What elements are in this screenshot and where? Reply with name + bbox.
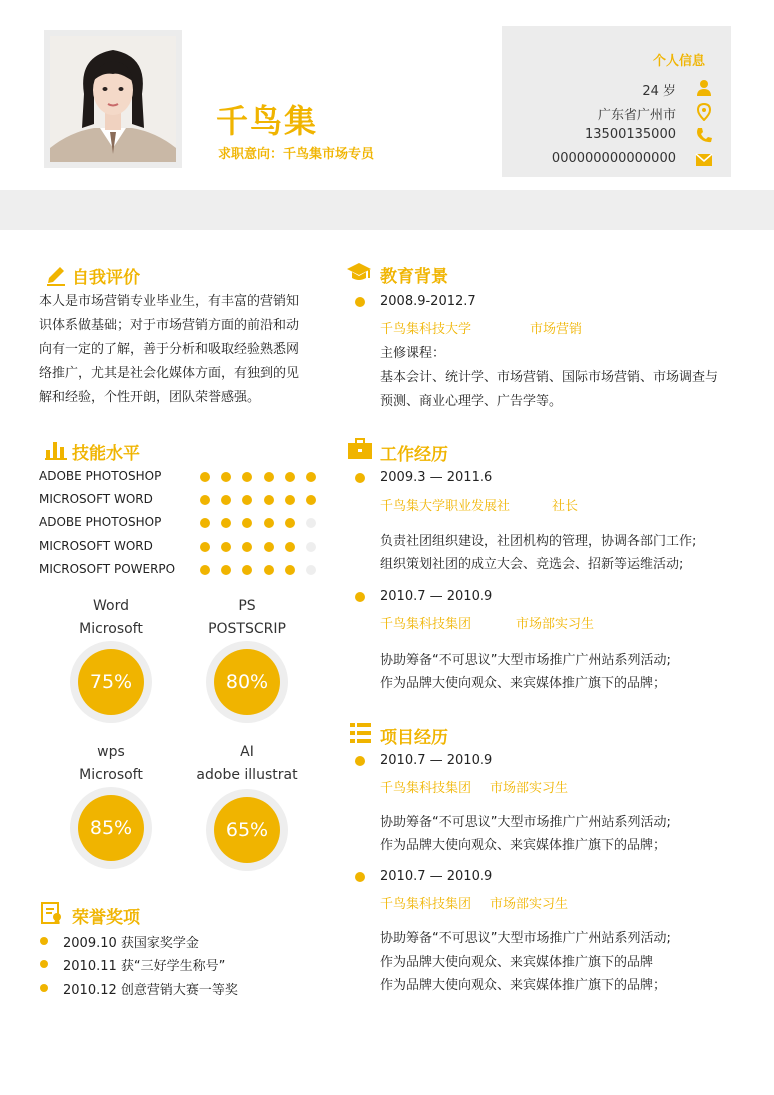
award-bullet xyxy=(40,984,48,992)
education-title: 教育背景 xyxy=(380,267,448,287)
skill-dot-filled xyxy=(221,542,231,552)
project-2-line-1: 协助筹备“不可思议”大型市场推广广州站系列活动; xyxy=(380,931,671,946)
gauge-4-line1: AI xyxy=(240,744,254,760)
self-eval-text: 本人是市场营销专业毕业生，有丰富的营销知 识体系做基础；对于市场营销方面的前沿和动 向有一定的了解，善于分析和吸取经验熟悉网 络推广，尤其是社会化媒体方面，有独到的见 解和经验，个性开朗，团队荣誉感强。 xyxy=(39,294,300,405)
course-line-2: 预测、商业心理学、广告学等。 xyxy=(380,394,563,409)
project-2-period: 2010.7 — 2010.9 xyxy=(380,869,493,884)
header-divider-band xyxy=(0,190,774,230)
gauge-3-ring xyxy=(70,787,152,869)
gauge-2-ring xyxy=(206,641,288,723)
work-2-line-1: 协助筹备“不可思议”大型市场推广广州站系列活动; xyxy=(380,653,671,668)
profile-photo xyxy=(50,36,176,162)
certificate-icon xyxy=(40,901,64,925)
skill-dot-filled xyxy=(242,518,252,528)
timeline-bullet xyxy=(355,872,365,882)
personal-info-title: 个人信息 xyxy=(653,54,706,69)
awards-title: 荣誉奖项 xyxy=(72,908,140,928)
award-item-2: 2010.11 获“三好学生称号” xyxy=(63,959,226,974)
timeline-bullet xyxy=(355,756,365,766)
gauge-2-value: 80% xyxy=(214,649,280,715)
award-bullet xyxy=(40,937,48,945)
skill-dot-filled xyxy=(221,565,231,575)
gauge-1-ring xyxy=(70,641,152,723)
mail-icon xyxy=(695,151,713,169)
skill-dot-filled xyxy=(242,565,252,575)
skill-dot-filled xyxy=(306,495,316,505)
skill-dot-filled xyxy=(200,472,210,482)
work-1-line-2: 组织策划社团的成立大会、竞选会、招新等运维活动; xyxy=(380,557,684,572)
candidate-name: 千鸟集 xyxy=(216,102,319,140)
skill-dot-filled xyxy=(264,565,274,575)
skill-dot-filled xyxy=(221,472,231,482)
self-eval-title: 自我评价 xyxy=(72,268,140,288)
pencil-icon xyxy=(44,263,68,287)
skill-dot-filled xyxy=(264,472,274,482)
gauge-2-line2: POSTSCRIP xyxy=(208,621,286,637)
project-2-line-3: 作为品牌大使向观众、来宾媒体推广旗下的品牌； xyxy=(380,978,667,993)
skill-dot-empty xyxy=(306,542,316,552)
work-2-role: 市场部实习生 xyxy=(516,617,595,632)
graduation-cap-icon xyxy=(346,261,370,285)
age-value: 24 岁 xyxy=(642,84,676,99)
skill-name: MICROSOFT WORD xyxy=(39,492,153,507)
skill-dot-filled xyxy=(285,518,295,528)
email-value: 000000000000000 xyxy=(551,151,676,166)
work-1-period: 2009.3 — 2011.6 xyxy=(380,470,493,485)
skill-dot-filled xyxy=(242,542,252,552)
award-bullet xyxy=(40,960,48,968)
gauge-4-ring xyxy=(206,789,288,871)
skill-dot-filled xyxy=(264,495,274,505)
skill-dot-filled xyxy=(200,565,210,575)
location-value: 广东省广州市 xyxy=(597,108,676,123)
award-item-1: 2009.10 获国家奖学金 xyxy=(63,936,199,951)
education-major: 市场营销 xyxy=(530,322,583,337)
project-1-line-1: 协助筹备“不可思议”大型市场推广广州站系列活动; xyxy=(380,815,671,830)
timeline-bullet xyxy=(355,592,365,602)
skill-dot-empty xyxy=(306,565,316,575)
work-1-role: 社长 xyxy=(552,499,579,514)
project-1-period: 2010.7 — 2010.9 xyxy=(380,753,493,768)
skill-dot-filled xyxy=(285,565,295,575)
project-1-line-2: 作为品牌大使向观众、来宾媒体推广旗下的品牌； xyxy=(380,838,667,853)
skill-name: MICROSOFT POWERPO xyxy=(39,561,176,576)
work-2-line-2: 作为品牌大使向观众、来宾媒体推广旗下的品牌； xyxy=(380,676,667,691)
skill-name: ADOBE PHOTOSHOP xyxy=(39,515,162,530)
skill-dot-filled xyxy=(242,495,252,505)
skill-dot-filled xyxy=(264,518,274,528)
location-pin-icon xyxy=(695,103,713,121)
gauge-1-value: 75% xyxy=(78,649,144,715)
bar-chart-icon xyxy=(44,438,68,462)
gauge-3-line2: Microsoft xyxy=(79,767,143,783)
skill-dot-filled xyxy=(200,495,210,505)
skill-name: ADOBE PHOTOSHOP xyxy=(39,469,162,483)
project-2-line-2: 作为品牌大使向观众、来宾媒体推广旗下的品牌 xyxy=(380,955,654,970)
skill-dot-filled xyxy=(221,495,231,505)
project-1-org: 千鸟集科技集团 xyxy=(380,781,472,796)
skill-dot-filled xyxy=(242,472,252,482)
skill-name: MICROSOFT WORD xyxy=(39,538,153,553)
skill-dot-filled xyxy=(285,542,295,552)
education-school: 千鸟集科技大学 xyxy=(380,322,472,337)
job-intent: 求职意向：千鸟集市场专员 xyxy=(218,147,375,162)
work-1-org: 千鸟集大学职业发展社 xyxy=(380,499,511,514)
phone-icon xyxy=(695,126,713,144)
skill-dot-filled xyxy=(285,495,295,505)
list-icon xyxy=(349,721,373,745)
timeline-bullet xyxy=(355,473,365,483)
timeline-bullet xyxy=(355,297,365,307)
skill-dot-filled xyxy=(306,472,316,482)
skill-dot-filled xyxy=(285,472,295,482)
skills-title: 技能水平 xyxy=(72,444,140,464)
gauge-4-value: 65% xyxy=(214,797,280,863)
briefcase-icon xyxy=(347,437,371,461)
skill-dot-empty xyxy=(306,518,316,528)
gauge-3-value: 85% xyxy=(78,795,144,861)
work-2-period: 2010.7 — 2010.9 xyxy=(380,589,493,604)
project-2-org: 千鸟集科技集团 xyxy=(380,897,472,912)
education-period: 2008.9-2012.7 xyxy=(380,294,476,309)
gauge-3-line1: wps xyxy=(97,744,125,760)
projects-title: 项目经历 xyxy=(380,728,448,748)
skill-dot-filled xyxy=(200,542,210,552)
gauge-2-line1: PS xyxy=(238,598,256,614)
phone-value: 13500135000 xyxy=(585,127,676,142)
skill-dot-filled xyxy=(221,518,231,528)
course-line-1: 基本会计、统计学、市场营销、国际市场营销、市场调查与 xyxy=(380,370,719,385)
gauge-1-line2: Microsoft xyxy=(79,621,143,637)
course-label: 主修课程： xyxy=(380,346,446,361)
award-item-3: 2010.12 创意营销大赛一等奖 xyxy=(63,983,238,998)
skill-dot-filled xyxy=(264,542,274,552)
skill-dot-filled xyxy=(200,518,210,528)
gauge-1-line1: Word xyxy=(93,598,129,614)
gauge-4-line2: adobe illustrat xyxy=(196,767,298,783)
work-2-org: 千鸟集科技集团 xyxy=(380,617,472,632)
work-title: 工作经历 xyxy=(380,445,448,465)
work-1-line-1: 负责社团组织建设，社团机构的管理，协调各部门工作; xyxy=(380,534,697,549)
project-1-role: 市场部实习生 xyxy=(490,781,569,796)
person-icon xyxy=(695,79,713,97)
project-2-role: 市场部实习生 xyxy=(490,897,569,912)
